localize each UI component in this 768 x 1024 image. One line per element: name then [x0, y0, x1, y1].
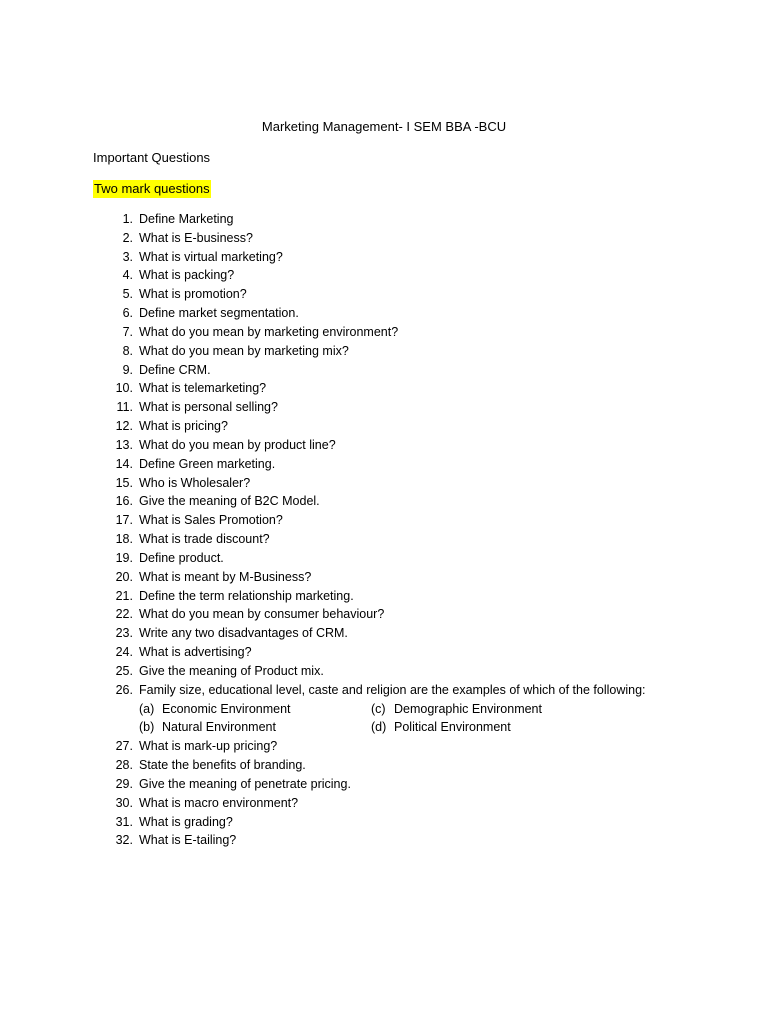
question-text: Give the meaning of B2C Model. [139, 494, 320, 509]
answer-options [93, 700, 733, 738]
question-number: 14. [115, 456, 133, 471]
question-item [93, 756, 733, 775]
question-text: What is advertising? [139, 645, 252, 660]
question-text: Family size, educational level, caste and religion are the examples of which of the following: [139, 682, 646, 697]
question-text: What is personal selling? [139, 400, 278, 415]
question-text: Define Green marketing. [139, 456, 276, 471]
question-number: 24. [115, 645, 133, 660]
question-number: 13. [115, 437, 133, 452]
question-item [93, 210, 733, 229]
question-text: What do you mean by consumer behaviour? [139, 607, 385, 622]
question-item [93, 530, 733, 549]
question-item [93, 662, 733, 681]
question-number: 3. [122, 249, 133, 264]
question-text: What is meant by M-Business? [139, 569, 312, 584]
question-number: 1. [122, 212, 133, 226]
question-item [93, 229, 733, 248]
question-item [93, 304, 733, 323]
section-label-highlighted: Two mark questions [94, 181, 210, 196]
question-number: 8. [122, 343, 133, 358]
question-text: What is pricing? [139, 419, 228, 434]
question-number: 4. [122, 268, 133, 283]
question-number: 2. [122, 230, 133, 245]
option-text: Demographic Environment [394, 701, 542, 716]
question-item [93, 568, 733, 587]
option-letter: (a) [139, 701, 155, 716]
question-item [93, 436, 733, 455]
question-number: 10. [115, 381, 133, 396]
question-number: 5. [122, 287, 133, 302]
question-number: 19. [115, 550, 133, 565]
question-text: What is grading? [139, 814, 233, 829]
question-item [93, 511, 733, 530]
question-text: What do you mean by marketing environment? [139, 324, 399, 339]
question-number: 7. [122, 324, 133, 339]
question-number: 28. [115, 758, 133, 773]
question-text: What is mark-up pricing? [139, 739, 278, 754]
question-list [93, 210, 733, 850]
question-text: Define market segmentation. [139, 306, 299, 321]
question-item [93, 775, 733, 794]
option-letter: (b) [139, 720, 155, 735]
question-item [93, 794, 733, 813]
question-number: 15. [115, 475, 133, 490]
question-text: What is trade discount? [139, 532, 270, 547]
question-item [93, 605, 733, 624]
question-item [93, 361, 733, 380]
important-questions-heading: Important Questions [93, 150, 211, 165]
question-number: 32. [115, 833, 133, 848]
question-number: 30. [115, 795, 133, 810]
question-number: 22. [115, 607, 133, 622]
question-text: What is packing? [139, 268, 235, 283]
question-item [93, 681, 733, 700]
question-number: 11. [116, 400, 133, 415]
question-text: What is virtual marketing? [139, 249, 283, 264]
question-item [93, 624, 733, 643]
question-number: 31. [115, 814, 133, 829]
question-item [93, 549, 733, 568]
question-text: What do you mean by product line? [139, 437, 336, 452]
question-item [93, 379, 733, 398]
option-letter: (d) [371, 720, 387, 735]
question-text: State the benefits of branding. [139, 758, 306, 773]
question-item [93, 737, 733, 756]
question-text: What is E-tailing? [139, 833, 237, 848]
question-number: 16. [115, 494, 133, 509]
question-number: 18. [115, 532, 133, 547]
question-text: Define the term relationship marketing. [139, 588, 354, 603]
question-number: 9. [122, 362, 133, 377]
question-item [93, 417, 733, 436]
question-number: 20. [115, 569, 133, 584]
question-text: What is promotion? [139, 287, 247, 302]
question-item [93, 455, 733, 474]
question-item [93, 266, 733, 285]
question-text: Define product. [139, 550, 224, 565]
question-text: What is telemarketing? [139, 381, 267, 396]
question-item [93, 492, 733, 511]
question-text: What is Sales Promotion? [139, 513, 283, 528]
question-number: 27. [115, 739, 133, 754]
question-text: Who is Wholesaler? [139, 475, 251, 490]
question-item [93, 285, 733, 304]
question-item [93, 342, 733, 361]
question-number: 6. [122, 306, 133, 321]
question-number: 17. [115, 513, 133, 528]
option-text: Political Environment [394, 720, 511, 735]
question-text: What do you mean by marketing mix? [139, 343, 349, 358]
question-item [93, 398, 733, 417]
question-number: 26. [115, 682, 133, 697]
document-title: Marketing Management- I SEM BBA -BCU [261, 119, 507, 134]
option-letter: (c) [371, 701, 386, 716]
question-item [93, 831, 733, 850]
question-text: Define CRM. [139, 362, 211, 377]
question-item [93, 323, 733, 342]
question-text: Give the meaning of penetrate pricing. [139, 776, 351, 791]
question-number: 23. [115, 626, 133, 641]
question-item [93, 643, 733, 662]
question-item [93, 474, 733, 493]
option-text: Economic Environment [162, 701, 291, 716]
option-text: Natural Environment [162, 720, 276, 735]
question-number: 29. [115, 776, 133, 791]
question-item [93, 248, 733, 267]
question-number: 25. [115, 663, 133, 678]
question-number: 12. [115, 419, 133, 434]
question-text: Define Marketing [139, 212, 234, 226]
question-text: What is E-business? [139, 230, 253, 245]
question-text: Give the meaning of Product mix. [139, 663, 324, 678]
question-number: 21. [115, 588, 133, 603]
question-text: Write any two disadvantages of CRM. [139, 626, 348, 641]
question-item [93, 813, 733, 832]
question-text: What is macro environment? [139, 795, 299, 810]
question-item [93, 587, 733, 606]
